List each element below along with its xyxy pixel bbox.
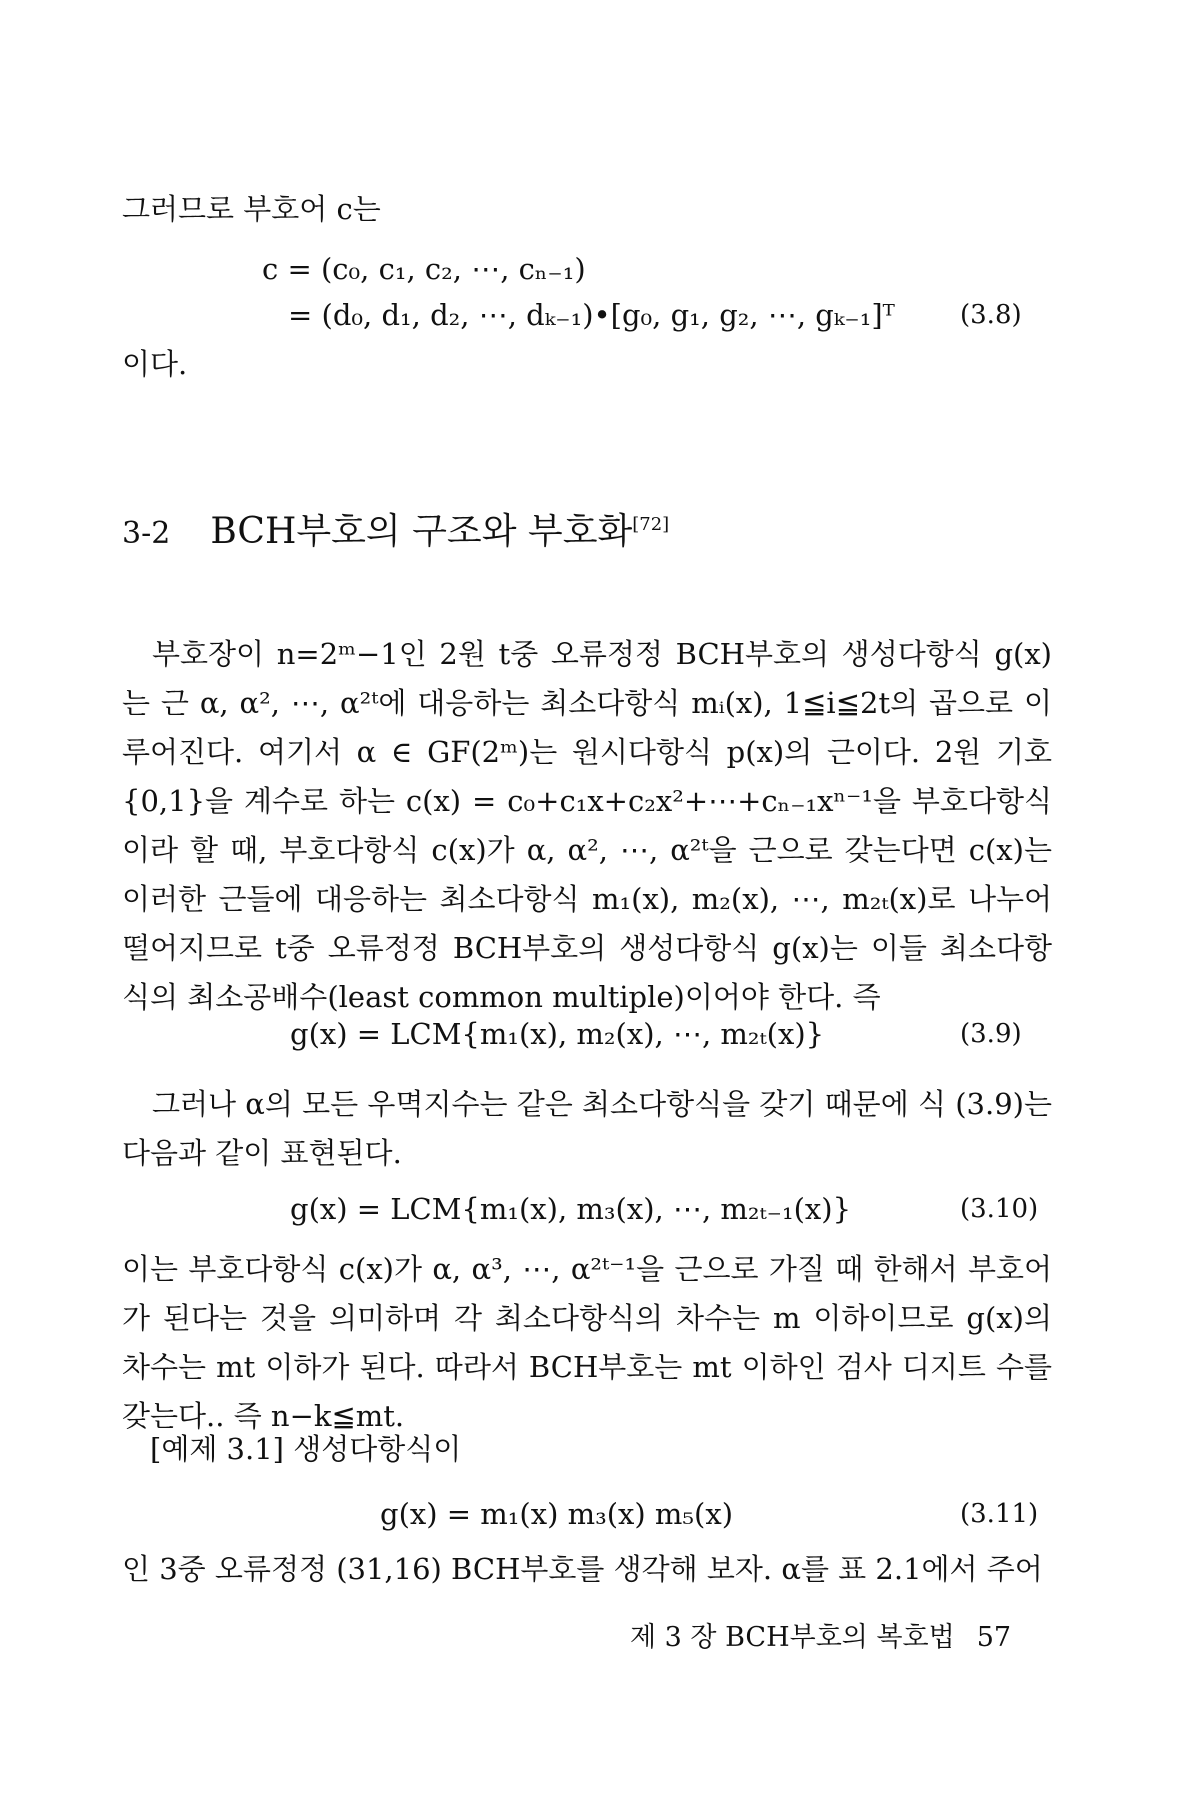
footer-chapter: 제 3 장 BCH부호의 복호법: [630, 1622, 955, 1653]
equation-3-8-line2: = (d₀, d₁, d₂, ⋯, dₖ₋₁)•[g₀, g₁, g₂, ⋯, gₖ₋₁]ᵀ: [288, 298, 895, 332]
equation-3-8-number: (3.8): [960, 300, 1022, 330]
equation-3-10-number: (3.10): [960, 1194, 1039, 1224]
paragraph-1: 부호장이 n=2ᵐ−1인 2원 t중 오류정정 BCH부호의 생성다항식 g(x)는 근 α, α², ⋯, α²ᵗ에 대응하는 최소다항식 mᵢ(x), 1≦i≦2t의 곱으로 이루어진다. 여기서 α ∈ GF(2ᵐ)는 원시다항식 p(x)의 근이다. 2원 기호 {0,1}을 계수로 하는 c(x) = c₀+c₁x+c₂x²+⋯+cₙ₋₁xⁿ⁻¹을 부호다항식이라 할 때, 부호다항식 c(x)가 α, α², ⋯, α²ᵗ을 근으로 갖는다면 c(x)는 이러한 근들에 대응하는 최소다항식 m₁(x), m₂(x), ⋯, m₂ₜ(x)로 나누어 떨어지므로 t중 오류정정 BCH부호의 생성다항식 g(x)는 이들 최소다항식의 최소공배수(least common multiple)이어야 한다. 즉: [122, 637, 1052, 1014]
outro-text: 이다.: [122, 347, 188, 381]
equation-3-9-number: (3.9): [960, 1019, 1022, 1049]
equation-3-10: g(x) = LCM{m₁(x), m₃(x), ⋯, m₂ₜ₋₁(x)}: [290, 1192, 852, 1226]
equation-3-8-line1: c = (c₀, c₁, c₂, ⋯, cₙ₋₁): [262, 252, 586, 286]
paragraph-3: 이는 부호다항식 c(x)가 α, α³, ⋯, α²ᵗ⁻¹을 근으로 가질 때 한해서 부호어가 된다는 것을 의미하며 각 최소다항식의 차수는 m 이하이므로 g(x)의 차수는 mt 이하가 된다. 따라서 BCH부호는 mt 이하인 검사 디지트 수를 갖는다.. 즉 n−k≦mt.: [122, 1252, 1052, 1433]
section-title: BCH부호의 구조와 부호화: [210, 511, 633, 552]
section-number: 3-2: [122, 516, 171, 551]
section-heading: [122, 500, 669, 559]
page-footer: [630, 1620, 1011, 1656]
equation-3-9: g(x) = LCM{m₁(x), m₂(x), ⋯, m₂ₜ(x)}: [290, 1017, 825, 1051]
intro-text: 그러므로 부호어 c는: [122, 192, 381, 226]
example-label: [예제 3.1] 생성다항식이: [150, 1432, 462, 1466]
page-number: 57: [976, 1622, 1012, 1653]
paragraph-2: 그러나 α의 모든 우멱지수는 같은 최소다항식을 갖기 때문에 식 (3.9)는 다음과 같이 표현된다.: [122, 1087, 1052, 1170]
paragraph-4: 인 3중 오류정정 (31,16) BCH부호를 생각해 보자. α를 표 2.1에서 주어: [122, 1552, 1043, 1586]
equation-3-11-number: (3.11): [960, 1499, 1039, 1529]
section-reference: [72]: [632, 514, 670, 535]
equation-3-11: g(x) = m₁(x) m₃(x) m₅(x): [380, 1497, 734, 1531]
